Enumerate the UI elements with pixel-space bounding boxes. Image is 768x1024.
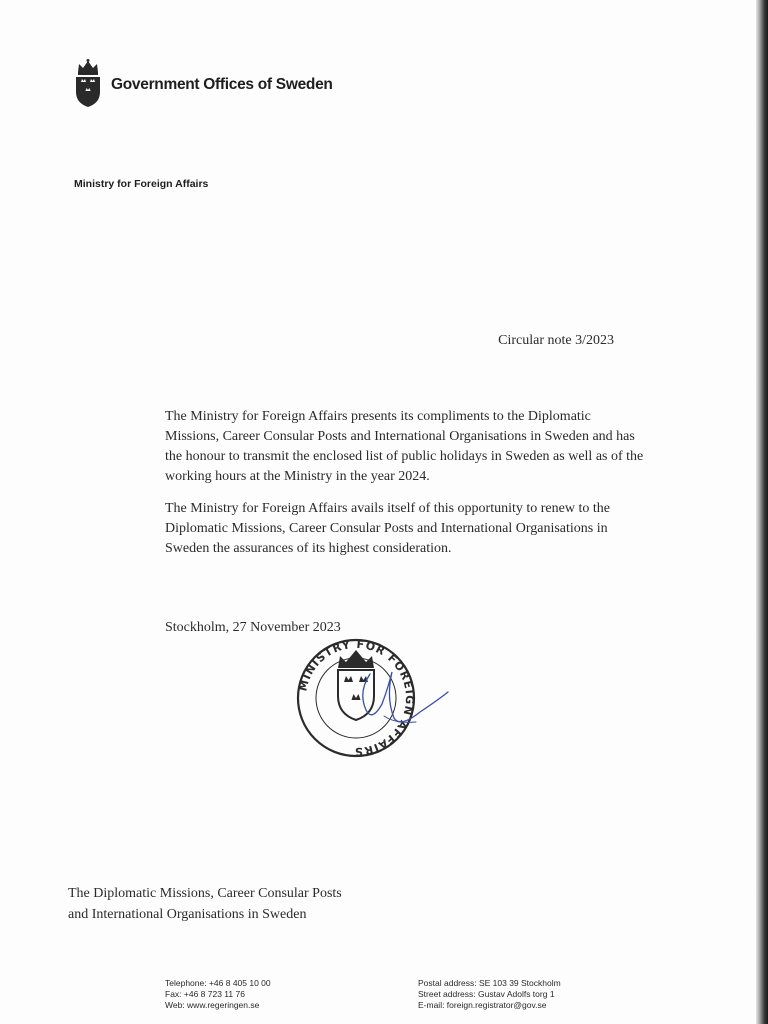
- recipient-line-2: and International Organisations in Sweden: [68, 907, 307, 922]
- footer-email: E-mail: foreign.registrator@gov.se: [418, 1000, 547, 1010]
- footer-street-address: Street address: Gustav Adolfs torg 1: [418, 989, 555, 999]
- ministry-seal-stamp: [288, 632, 458, 764]
- ministry-name: Ministry for Foreign Affairs: [74, 178, 209, 190]
- footer-fax: Fax: +46 8 723 11 76: [165, 989, 245, 999]
- government-logo: [74, 58, 333, 108]
- footer-postal-address: Postal address: SE 103 39 Stockholm: [418, 978, 561, 988]
- body-paragraph-2: The Ministry for Foreign Affairs avails itself of this opportunity to renew to the Diplomatic Missions, Career Consular Posts and International Organisations in Sweden the assurances of its highest consideration.: [165, 501, 610, 556]
- footer-web: Web: www.regeringen.se: [165, 1000, 260, 1010]
- footer-contact: [165, 978, 271, 1011]
- recipient-line-1: The Diplomatic Missions, Career Consular Posts: [68, 886, 342, 901]
- recipient-address: [68, 883, 342, 925]
- organisation-name: Government Offices of Sweden: [111, 76, 333, 93]
- page-edge-shadow: [756, 0, 768, 1024]
- footer-address: [418, 978, 561, 1011]
- letter-body: [165, 407, 645, 571]
- footer-telephone: Telephone: +46 8 405 10 00: [165, 978, 271, 988]
- place-and-date: Stockholm, 27 November 2023: [165, 620, 341, 635]
- body-paragraph-1: The Ministry for Foreign Affairs presents its compliments to the Diplomatic Missions, Career Consular Posts and International Organisations in Sweden and has the honour to transmit the enclosed list of public holidays in Sweden as well as of the working hours at the Ministry in the year 2024.: [165, 409, 644, 484]
- circular-note-reference: Circular note 3/2023: [498, 333, 614, 348]
- swedish-crest-icon: [74, 58, 102, 108]
- svg-text:MINISTRY FOR FOREIGN AFFAIRS: MINISTRY FOR FOREIGN AFFAIRS: [296, 637, 417, 759]
